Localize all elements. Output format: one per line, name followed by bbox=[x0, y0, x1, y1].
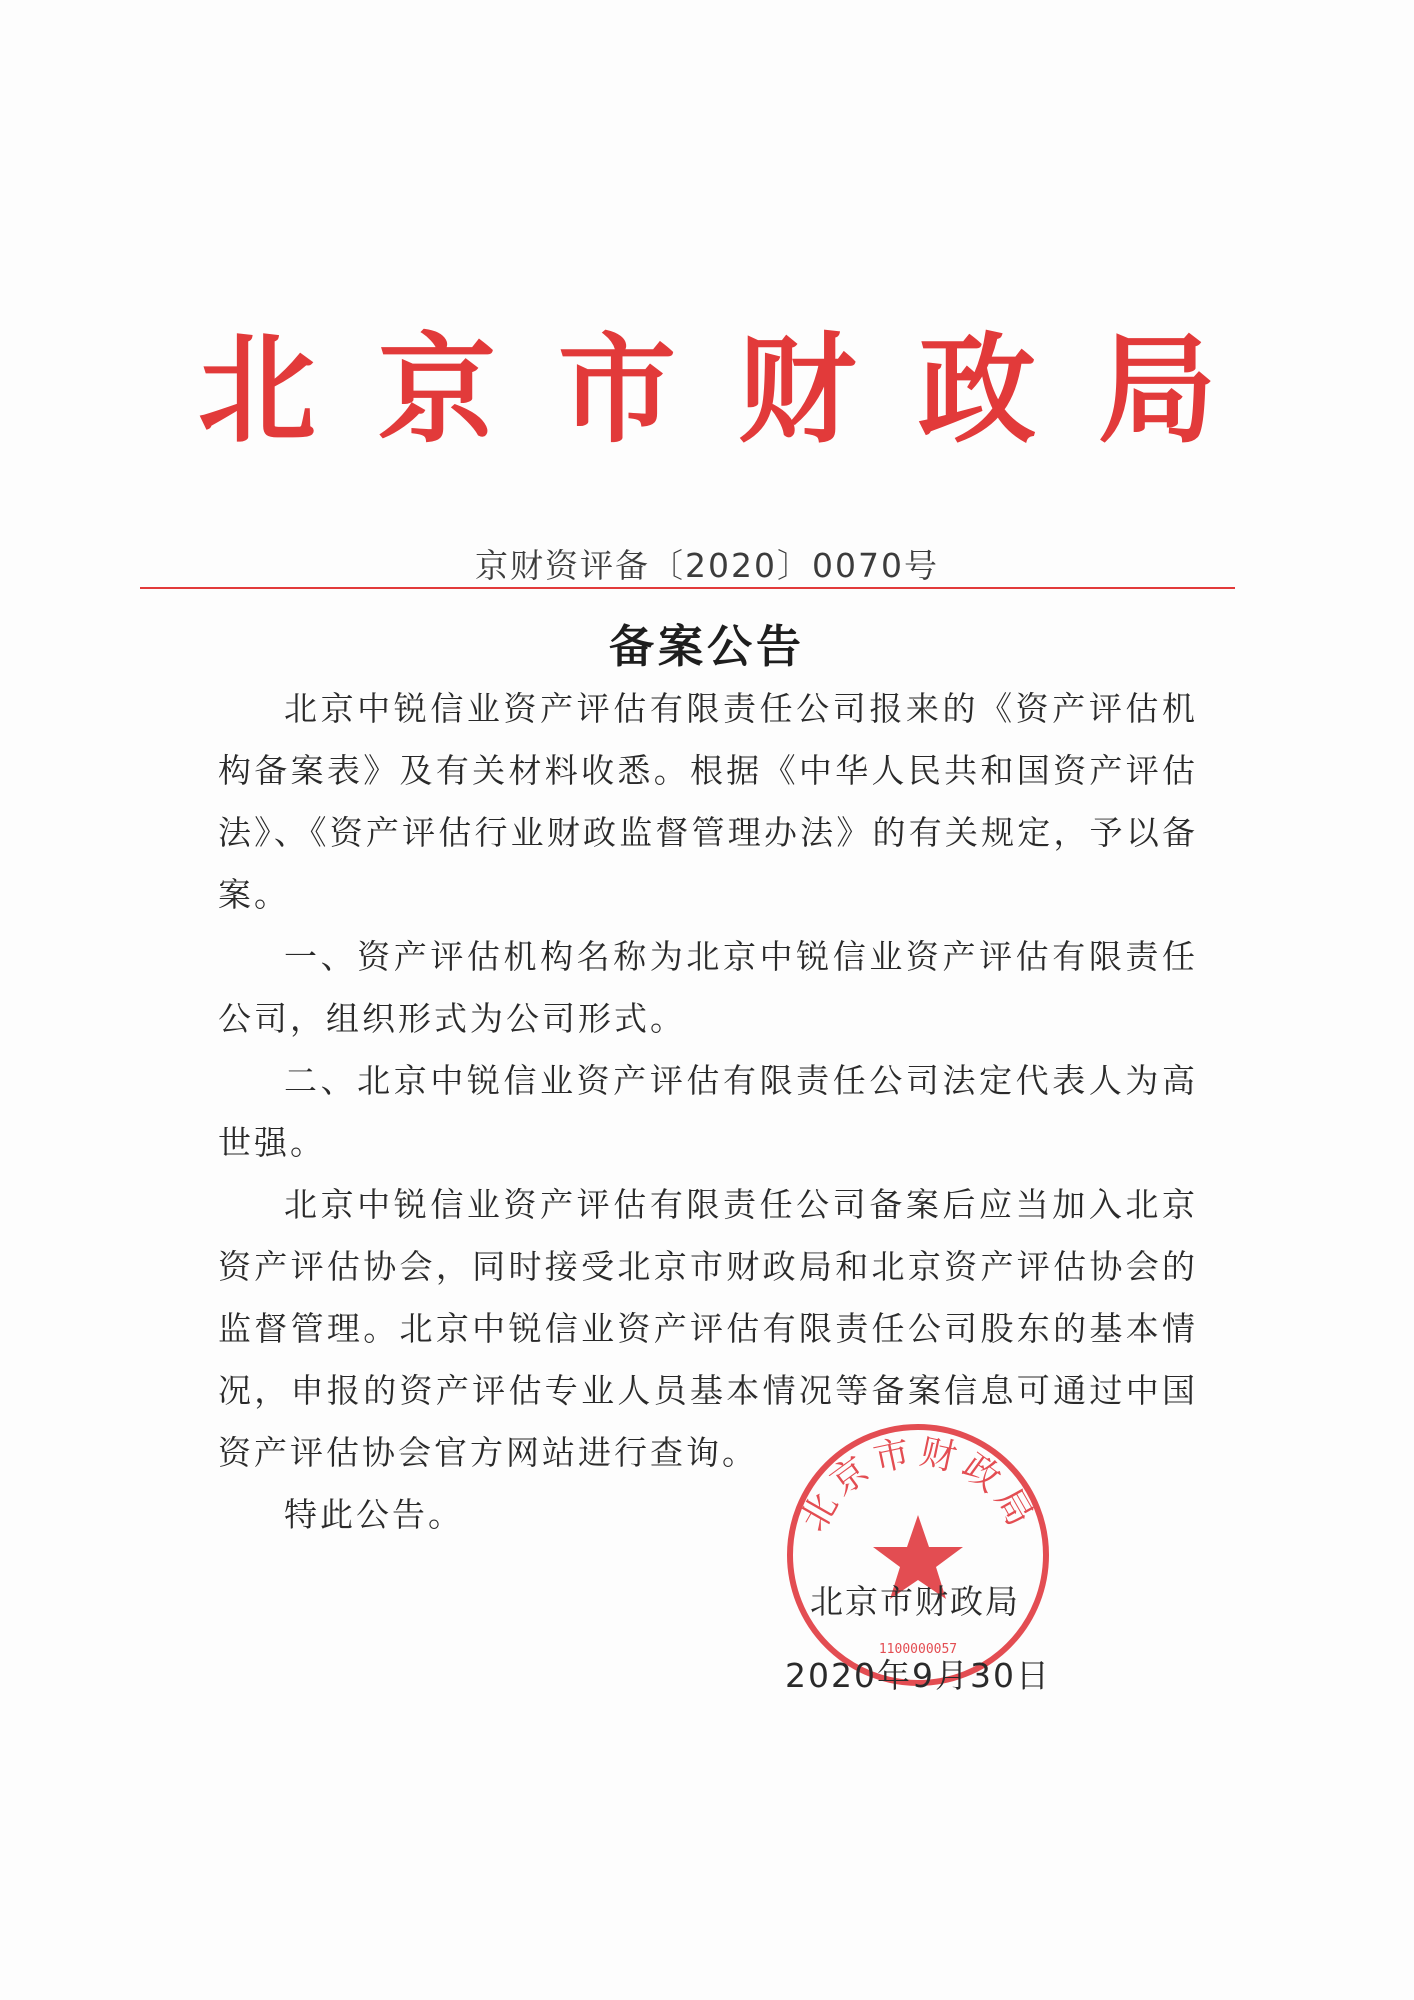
seal-serial: 1100000057 bbox=[878, 1642, 958, 1657]
issuing-authority-header: 北京市财政局 bbox=[197, 320, 1278, 459]
body-paragraph-supervision: 北京中锐信业资产评估有限责任公司备案后应当加入北京资产评估协会，同时接受北京市财政局和北京资产评估协会的监督管理。北京中锐信业资产评估有限责任公司股东的基本情况，申报的资产评估专业人员基本情况等备案信息可通过中国资产评估协会官方网站进行查询。 bbox=[218, 1185, 1198, 1472]
seal-text: 北京市财政局 bbox=[792, 1431, 1044, 1539]
body-paragraph-one: 一、资产评估机构名称为北京中锐信业资产评估有限责任公司，组织形式为公司形式。 bbox=[218, 937, 1198, 1038]
body-paragraph-closing: 特此公告。 bbox=[284, 1495, 464, 1534]
body-paragraph-intro: 北京中锐信业资产评估有限责任公司报来的《资产评估机构备案表》及有关材料收悉。根据《中华人民共和国资产评估法》、《资产评估行业财政监督管理办法》的有关规定，予以备案。 bbox=[218, 689, 1198, 914]
notice-title: 备案公告 bbox=[608, 620, 805, 673]
red-divider-line bbox=[140, 587, 1235, 589]
signature-authority: 北京市财政局 bbox=[810, 1582, 1020, 1621]
issue-date: 2020年9月30日 bbox=[785, 1656, 1051, 1695]
body-paragraph-two: 二、北京中锐信业资产评估有限责任公司法定代表人为高世强。 bbox=[218, 1061, 1198, 1162]
document-number: 京财资评备〔2020〕0070号 bbox=[475, 546, 939, 585]
